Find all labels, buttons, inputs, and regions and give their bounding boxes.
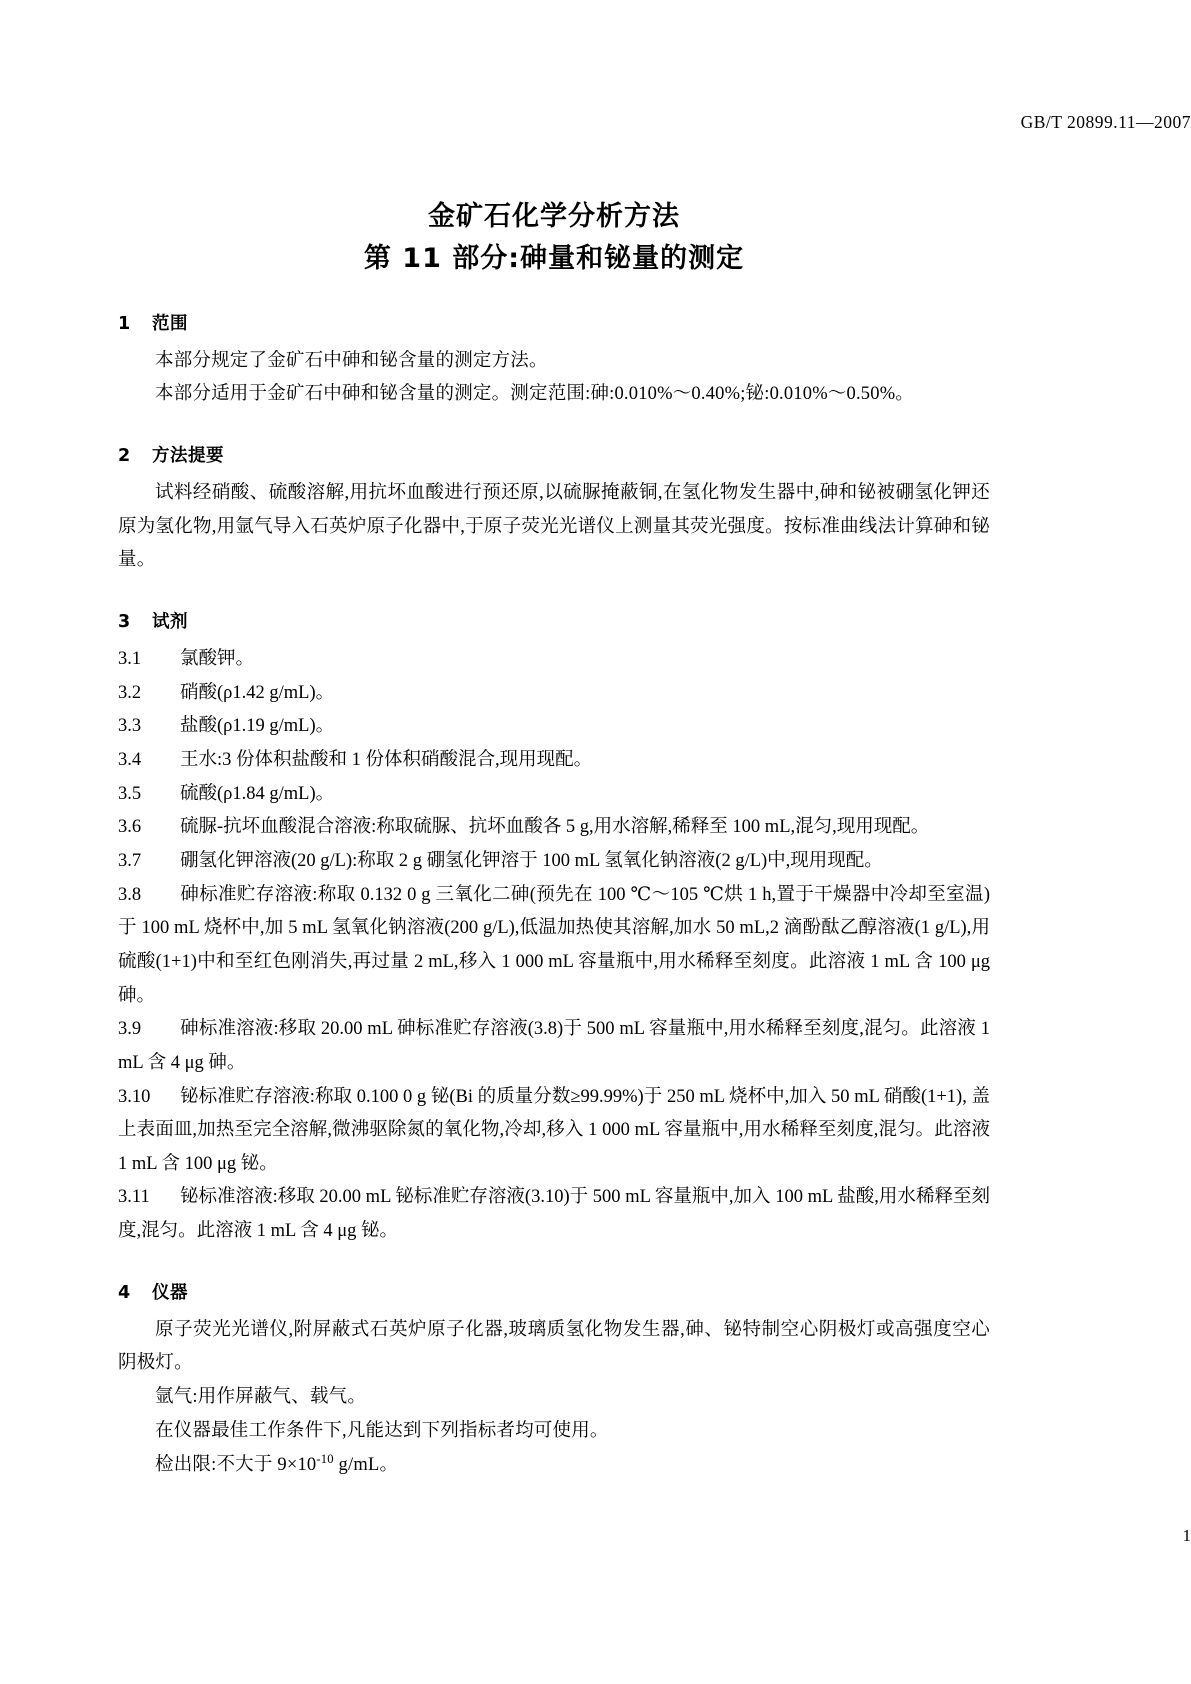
section-1-paragraph-1: 本部分规定了金矿石中砷和铋含量的测定方法。 (155, 350, 548, 371)
reagent-index: 3.10 (118, 1086, 151, 1107)
reagent-index: 3.1 (118, 648, 142, 669)
reagent-item (118, 1081, 990, 1182)
section-number-1: 1 (118, 313, 131, 334)
reagent-index: 3.3 (118, 716, 142, 737)
reagent-index: 3.4 (118, 749, 142, 770)
reagent-text: 王水:3 份体积盐酸和 1 份体积硝酸混合,现用现配。 (180, 749, 593, 770)
section-heading-1 (118, 310, 990, 335)
reagent-item (118, 811, 990, 845)
reagent-index: 3.9 (118, 1019, 142, 1040)
reagent-item (118, 710, 990, 744)
reagent-text: 铋标准贮存溶液:称取 0.100 0 g 铋(Bi 的质量分数≥99.99%)于 250 mL 烧杯中,加入 50 mL 硝酸(1+1), 盖上表面皿,加热至完全溶解,微沸驱除氮的氧化物,冷却,移入 1 000 mL 容量瓶中,用水稀释至刻度,混匀。此溶液 1 mL 含 100 μg 铋。 (118, 1086, 990, 1174)
reagent-index: 3.5 (118, 783, 142, 804)
reagent-item (118, 879, 990, 1014)
reagent-text: 盐酸(ρ1.19 g/mL)。 (180, 716, 335, 737)
section-title-1: 范围 (152, 313, 188, 334)
page-content (118, 0, 990, 1483)
title-line-2: 第 11 部分:砷量和铋量的测定 (363, 242, 745, 274)
section-2-paragraph-1: 试料经硝酸、硫酸溶解,用抗坏血酸进行预还原,以硫脲掩蔽铜,在氢化物发生器中,砷和铋被硼氢化钾还原为氢化物,用氩气导入石英炉原子化器中,于原子荧光光谱仪上测量其荧光强度。按标准曲线法计算砷和铋量。 (118, 483, 990, 571)
section-1-paragraph-2: 本部分适用于金矿石中砷和铋含量的测定。测定范围:砷:0.010%～0.40%;铋:0.010%～0.50%。 (155, 384, 915, 405)
reagent-text: 铋标准溶液:移取 20.00 mL 铋标准贮存溶液(3.10)于 500 mL 容量瓶中,加入 100 mL 盐酸,用水稀释至刻度,混匀。此溶液 1 mL 含 4 μg 铋。 (118, 1187, 990, 1242)
reagent-text: 砷标准贮存溶液:称取 0.132 0 g 三氧化二砷(预先在 100 ℃～105 ℃烘 1 h,置于干燥器中冷却至室温)于 100 mL 烧杯中,加 5 mL 氢氧化钠溶液(200 g/L),低温加热使其溶解,加水 50 mL,2 滴酚酞乙醇溶液(1 g/L),用硫酸(1+1)中和至红色刚消失,再过量 2 mL,移入 1 000 mL 容量瓶中,用水稀释至刻度。此溶液 1 mL 含 100 μg 砷。 (118, 884, 990, 1006)
section-4-paragraph-3: 在仪器最佳工作条件下,凡能达到下列指标者均可使用。 (155, 1420, 609, 1441)
section-title-2: 方法提要 (152, 446, 224, 466)
section-title-3: 试剂 (152, 611, 188, 632)
detection-limit-suffix: g/mL。 (333, 1455, 399, 1476)
detection-limit-exponent: -10 (316, 1452, 334, 1467)
reagent-item (118, 643, 990, 677)
reagent-text: 硝酸(ρ1.42 g/mL)。 (180, 682, 335, 703)
reagent-text: 砷标准溶液:移取 20.00 mL 砷标准贮存溶液(3.8)于 500 mL 容量瓶中,用水稀释至刻度,混匀。此溶液 1 mL 含 4 μg 砷。 (118, 1019, 990, 1073)
reagent-text: 氯酸钾。 (180, 648, 255, 669)
detection-limit-prefix: 检出限:不大于 9×10 (155, 1455, 317, 1476)
reagent-index: 3.11 (118, 1187, 150, 1208)
reagent-item (118, 778, 990, 812)
reagent-index: 3.2 (118, 682, 142, 703)
reagent-item (118, 677, 990, 711)
section-number-4: 4 (118, 1282, 131, 1303)
reagent-index: 3.8 (118, 884, 142, 905)
reagent-index: 3.7 (118, 850, 142, 871)
reagent-item (118, 744, 990, 778)
reagent-item (118, 1181, 990, 1248)
reagent-index: 3.6 (118, 817, 142, 838)
reagent-text: 硼氢化钾溶液(20 g/L):称取 2 g 硼氢化钾溶于 100 mL 氢氧化钠溶液(2 g/L)中,现用现配。 (180, 850, 883, 871)
section-heading-2 (118, 442, 990, 467)
section-number-2: 2 (118, 446, 131, 466)
section-heading-4 (118, 1279, 990, 1304)
reagent-text: 硫酸(ρ1.84 g/mL)。 (180, 783, 335, 804)
reagent-text: 硫脲-抗坏血酸混合溶液:称取硫脲、抗坏血酸各 5 g,用水溶解,稀释至 100 mL,混匀,现用现配。 (180, 817, 930, 838)
detection-limit-line (118, 1448, 990, 1483)
reagent-item (118, 1013, 990, 1080)
section-title-4: 仪器 (152, 1282, 188, 1303)
section-number-3: 3 (118, 611, 131, 632)
document-title (118, 196, 990, 280)
section-4-paragraph-1: 原子荧光光谱仪,附屏蔽式石英炉原子化器,玻璃质氢化物发生器,砷、铋特制空心阴极灯或高强度空心阴极灯。 (118, 1319, 990, 1374)
page-number: 1 (1182, 1526, 1191, 1545)
section-heading-3 (118, 608, 990, 633)
reagent-item (118, 845, 990, 879)
standard-number-header: GB/T 20899.11—2007 (1020, 112, 1191, 132)
title-line-1: 金矿石化学分析方法 (428, 201, 680, 232)
section-4-paragraph-2: 氩气:用作屏蔽气、载气。 (155, 1387, 367, 1408)
